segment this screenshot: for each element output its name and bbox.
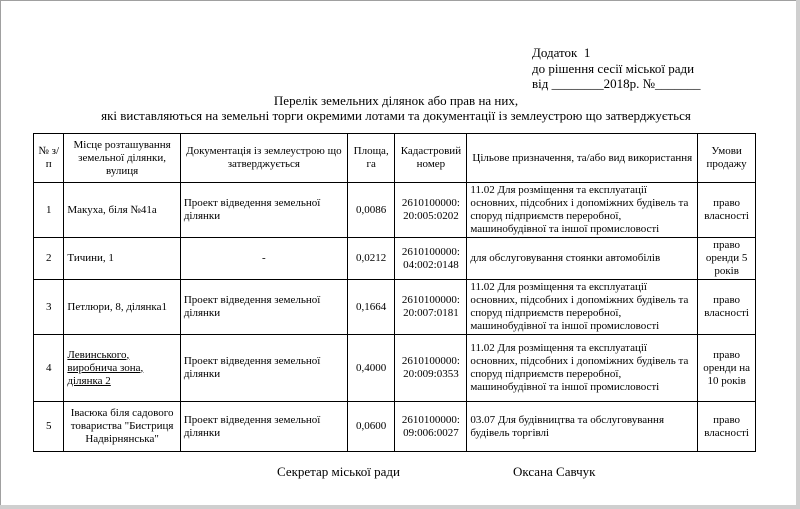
cell-cadastral: 2610100000: 20:007:0181	[395, 280, 467, 335]
header-terms: Умови продажу	[698, 134, 756, 183]
cell-num: 2	[34, 238, 64, 280]
annex-decision: до рішення сесії міської ради	[532, 60, 695, 76]
cell-docs: Проект відведення земельної ділянки	[180, 280, 347, 335]
cell-purpose: 11.02 Для розміщення та експлуатації основних, підсобних і допоміжних будівель та споруд підприємств переробної, машинобудівної та іншої промисловості	[467, 183, 698, 238]
header-purpose: Цільове призначення, та/або вид використання	[467, 134, 698, 183]
cell-terms: право власності	[698, 183, 756, 238]
cell-area: 0,0086	[347, 183, 395, 238]
cell-area: 0,1664	[347, 280, 395, 335]
cell-terms: право оренди 5 років	[698, 238, 756, 280]
table-row	[34, 402, 756, 452]
document-title-line1: Перелік земельних ділянок або прав на них,	[273, 93, 519, 108]
cell-num: 3	[34, 280, 64, 335]
cell-terms: право оренди на 10 років	[698, 335, 756, 402]
cell-purpose: 11.02 Для розміщення та експлуатації основних, підсобних і допоміжних будівель та споруд підприємств переробної, машинобудівної та іншої промисловості	[467, 335, 698, 402]
table-row	[34, 280, 756, 335]
table-row	[34, 183, 756, 238]
header-area: Площа, га	[347, 134, 395, 183]
cell-docs: -	[180, 238, 347, 280]
cell-docs: Проект відведення земельної ділянки	[180, 183, 347, 238]
signer-name: Оксана Савчук	[513, 464, 596, 479]
cell-terms: право власності	[698, 402, 756, 452]
cell-location-text: Левинського, виробнича зона, ділянка 2	[67, 348, 144, 387]
cell-area: 0,0600	[347, 402, 395, 452]
header-num: № з/п	[34, 134, 64, 183]
annex-date: від ________2018р. №_______	[532, 76, 701, 91]
table-header-row	[34, 134, 756, 183]
header-cadastral: Кадастровий номер	[395, 134, 467, 183]
cell-area: 0,0212	[347, 238, 395, 280]
document-title-line2: які виставляються на земельні торги окремими лотами та документації із землеустрою що затверджується	[101, 108, 691, 123]
cell-location: Тичини, 1	[64, 238, 180, 280]
cell-area: 0,4000	[347, 335, 395, 402]
cell-purpose: 03.07 Для будівництва та обслуговування будівель торгівлі	[467, 402, 698, 452]
cell-location: Петлюри, 8, ділянка1	[64, 280, 180, 335]
signer-title: Секретар міської ради	[277, 464, 400, 479]
cell-purpose: 11.02 Для розміщення та експлуатації основних, підсобних і допоміжних будівель та споруд підприємств переробної, машинобудівної та іншої промисловості	[467, 280, 698, 335]
cell-location: Макуха, біля №41а	[64, 183, 180, 238]
cell-purpose: для обслуговування стоянки автомобілів	[467, 238, 698, 280]
page-shadow-right	[796, 0, 800, 509]
cell-num: 5	[34, 402, 64, 452]
cell-location	[64, 335, 180, 402]
land-plots-table	[33, 133, 756, 452]
cell-cadastral: 2610100000: 04:002:0148	[395, 238, 467, 280]
cell-docs: Проект відведення земельної ділянки	[180, 335, 347, 402]
cell-cadastral: 2610100000: 09:006:0027	[395, 402, 467, 452]
table-row	[34, 238, 756, 280]
cell-docs: Проект відведення земельної ділянки	[180, 402, 347, 452]
cell-num: 4	[34, 335, 64, 402]
cell-terms: право власності	[698, 280, 756, 335]
annex-block	[532, 45, 701, 92]
table-row	[34, 335, 756, 402]
cell-location: Івасюка біля садового товариства "Бистриця Надвірнянська"	[64, 402, 180, 452]
cell-num: 1	[34, 183, 64, 238]
cell-cadastral: 2610100000: 20:005:0202	[395, 183, 467, 238]
page-shadow-bottom	[0, 505, 800, 509]
cell-cadastral: 2610100000: 20:009:0353	[395, 335, 467, 402]
header-docs: Документація із землеустрою що затверджується	[180, 134, 347, 183]
annex-number: Додаток 1	[532, 45, 591, 60]
header-location: Місце розташування земельної ділянки, вулиця	[64, 134, 180, 183]
